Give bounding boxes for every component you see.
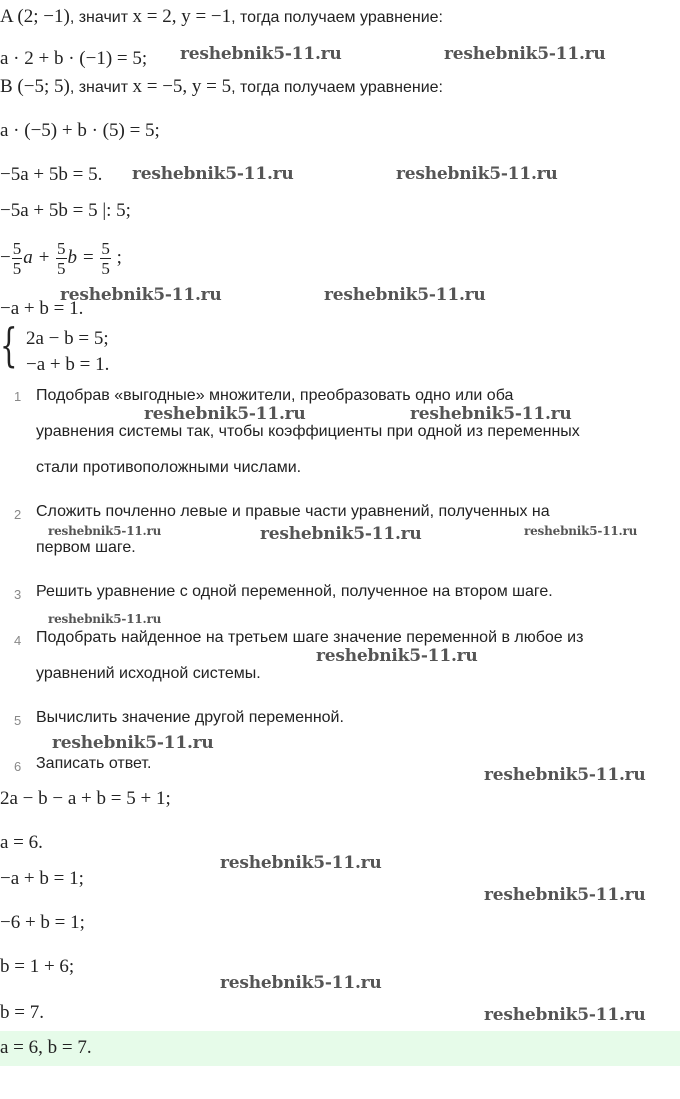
watermark: reshebnik5-11.ru — [220, 973, 382, 993]
step-1-line3: стали противоположными числами. — [36, 459, 302, 476]
values-b: x = −5, y = 5 — [132, 76, 232, 97]
step-5-line1: Вычислить значение другой переменной. — [36, 709, 344, 726]
step-1-number: 1 — [14, 389, 22, 404]
condition-b-line — [0, 76, 443, 99]
step-2-line1: Сложить почленно левые и правые части уравнений, полученных на — [36, 503, 550, 520]
fraction-a-term: a + — [23, 247, 56, 268]
values-a: x = 2, y = −1 — [132, 6, 232, 27]
fraction-end: ; — [111, 247, 122, 268]
system-brace: { — [0, 318, 18, 372]
fraction-b-term: b = — [67, 247, 100, 268]
watermark: reshebnik5-11.ru — [524, 524, 638, 538]
step-2-number: 2 — [14, 507, 22, 522]
connector-a: , значит — [69, 9, 133, 26]
watermark: reshebnik5-11.ru — [260, 524, 422, 544]
fraction-1-den: 5 — [12, 259, 22, 279]
equation-b3: −5a + 5b = 5 |: 5; — [0, 200, 131, 221]
connector-b: , значит — [69, 79, 133, 96]
equation-b2: −5a + 5b = 5. — [0, 164, 103, 185]
watermark: reshebnik5-11.ru — [484, 885, 646, 905]
solution-line-1: 2a − b − a + b = 5 + 1; — [0, 788, 171, 809]
step-6-number: 6 — [14, 759, 22, 774]
watermark: reshebnik5-11.ru — [132, 164, 294, 184]
watermark: reshebnik5-11.ru — [410, 404, 572, 424]
watermark: reshebnik5-11.ru — [52, 733, 214, 753]
system-row-2: −a + b = 1. — [26, 354, 110, 375]
fraction-2 — [56, 239, 67, 278]
watermark: reshebnik5-11.ru — [48, 524, 162, 538]
tail-a: , тогда получаем уравнение: — [231, 9, 443, 26]
watermark: reshebnik5-11.ru — [48, 612, 162, 626]
step-1-line1: Подобрав «выгодные» множители, преобразовать одно или оба — [36, 387, 514, 404]
step-3-line1: Решить уравнение с одной переменной, полученное на втором шаге. — [36, 583, 553, 600]
fraction-3-den: 5 — [101, 259, 110, 279]
equation-a: a · 2 + b · (−1) = 5; — [0, 48, 148, 69]
solution-line-3: −a + b = 1; — [0, 868, 84, 889]
fraction-3-num: 5 — [101, 239, 110, 259]
equation-b1: a · (−5) + b · (5) = 5; — [0, 120, 160, 141]
solution-line-5: b = 1 + 6; — [0, 956, 75, 977]
step-5-number: 5 — [14, 713, 22, 728]
step-2-line2: первом шаге. — [36, 539, 136, 556]
solution-line-6: b = 7. — [0, 1002, 44, 1023]
watermark: reshebnik5-11.ru — [324, 285, 486, 305]
point-a: A (2; −1) — [0, 6, 70, 27]
fraction-2-den: 5 — [57, 259, 66, 279]
point-b: B (−5; 5) — [0, 76, 70, 97]
step-4-line2: уравнений исходной системы. — [36, 665, 261, 682]
step-4-line1: Подобрать найденное на третьем шаге значение переменной в любое из — [36, 629, 584, 646]
watermark: reshebnik5-11.ru — [144, 404, 306, 424]
fraction-minus: − — [0, 247, 11, 268]
watermark: reshebnik5-11.ru — [180, 44, 342, 64]
fraction-1-num: 5 — [12, 239, 22, 259]
tail-b: , тогда получаем уравнение: — [231, 79, 443, 96]
system-row-1: 2a − b = 5; — [26, 328, 109, 349]
answer-text: a = 6, b = 7. — [0, 1037, 92, 1058]
fraction-3 — [100, 239, 111, 278]
watermark: reshebnik5-11.ru — [444, 44, 606, 64]
equation-b4 — [0, 236, 122, 280]
step-1-line2: уравнения системы так, чтобы коэффициенты при одной из переменных — [36, 423, 580, 440]
step-3-number: 3 — [14, 587, 22, 602]
watermark: reshebnik5-11.ru — [60, 285, 222, 305]
solution-line-2: a = 6. — [0, 832, 43, 853]
watermark: reshebnik5-11.ru — [484, 1005, 646, 1025]
watermark: reshebnik5-11.ru — [220, 853, 382, 873]
fraction-2-num: 5 — [57, 239, 66, 259]
step-4-number: 4 — [14, 633, 22, 648]
step-6-line1: Записать ответ. — [36, 755, 152, 772]
answer-box — [0, 1031, 680, 1066]
condition-a-line — [0, 6, 443, 29]
equation-b5: −a + b = 1. — [0, 298, 84, 319]
watermark: reshebnik5-11.ru — [316, 646, 478, 666]
watermark: reshebnik5-11.ru — [484, 765, 646, 785]
watermark: reshebnik5-11.ru — [396, 164, 558, 184]
solution-line-4: −6 + b = 1; — [0, 912, 85, 933]
fraction-1 — [12, 239, 23, 278]
